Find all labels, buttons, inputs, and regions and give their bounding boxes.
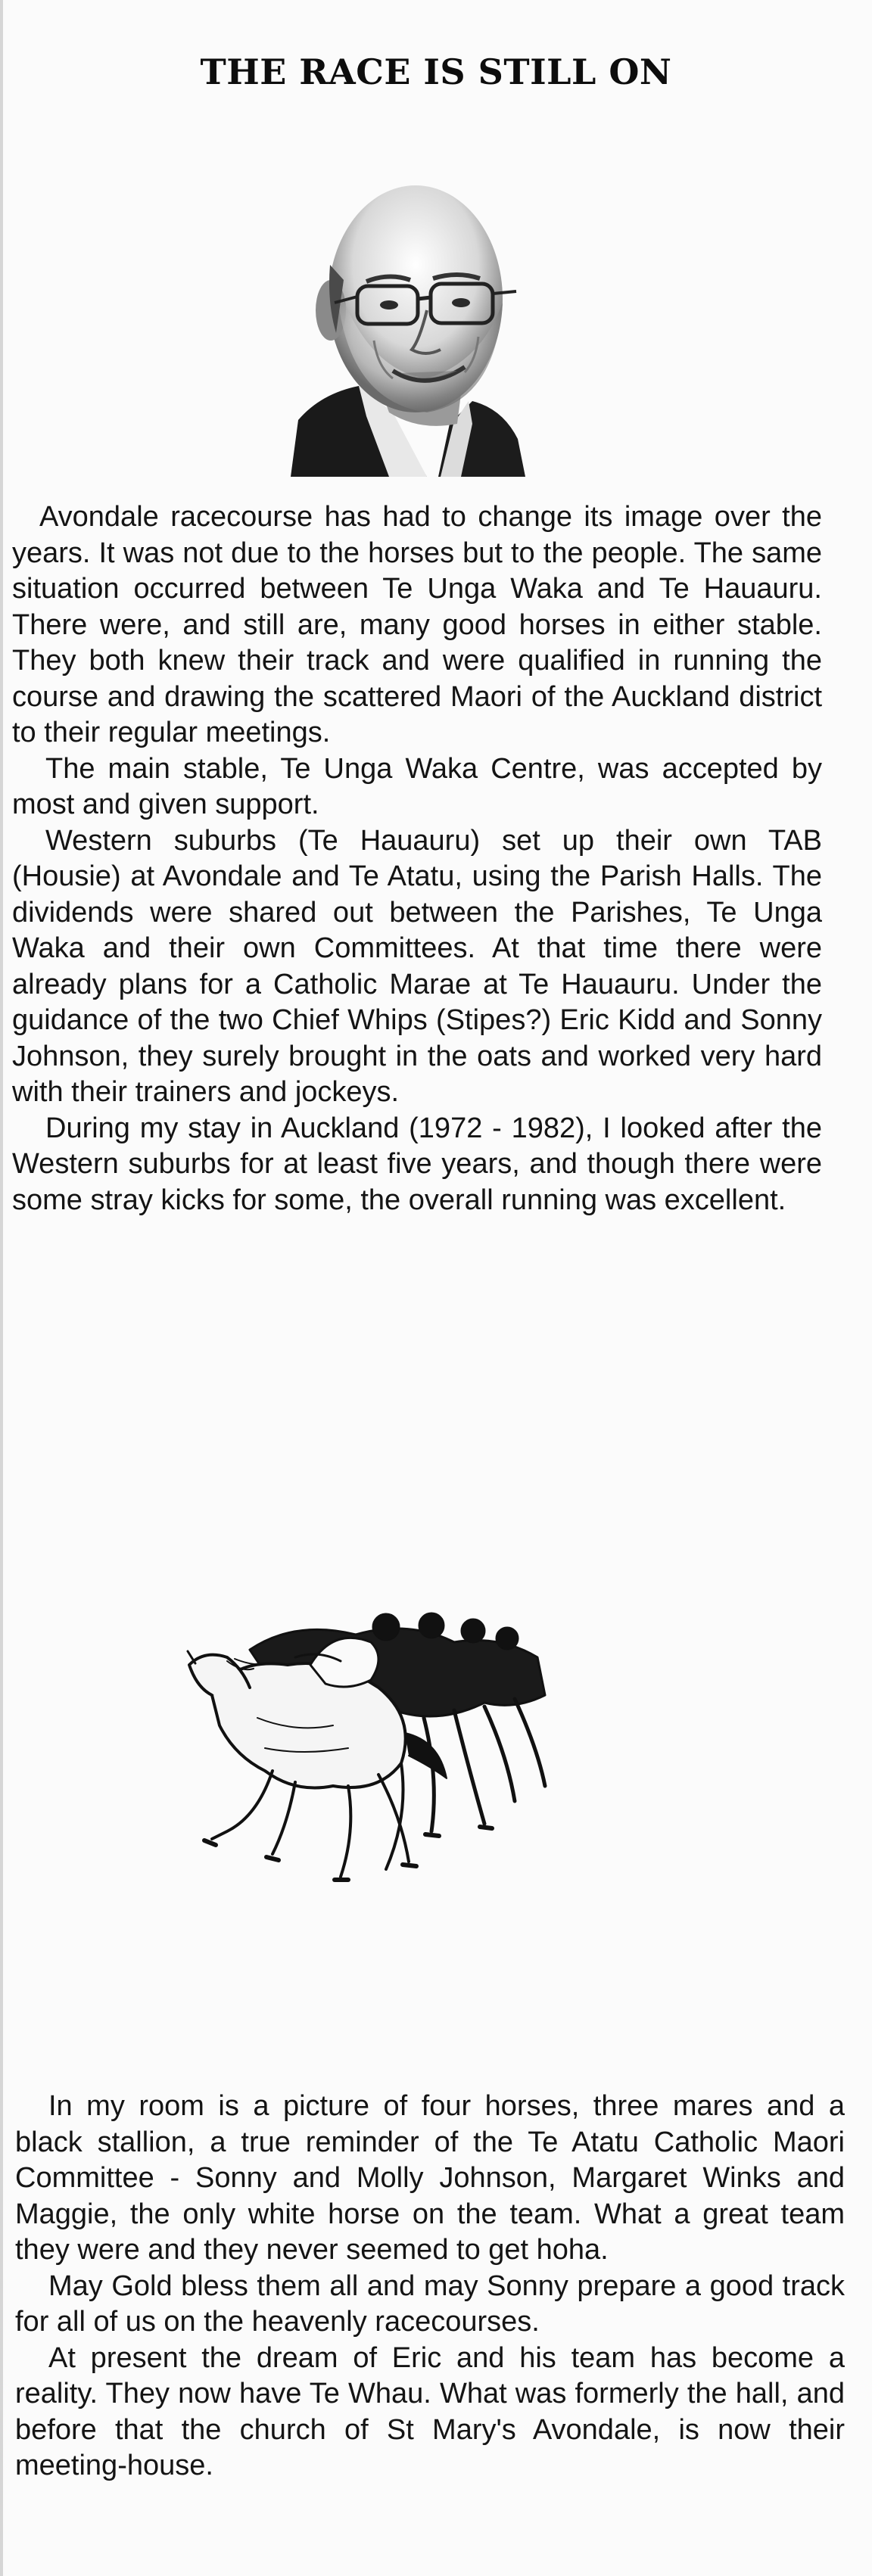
page-edge [0,0,3,2576]
article-title: THE RACE IS STILL ON [200,51,672,92]
paragraph: Western suburbs (Te Hauauru) set up their own TAB (Housie) at Avondale and Te Atatu, using the Parish Halls. The dividends were shared out between the Parishes, Te Unga Waka and their own Committees. At that time there were already plans for a Catholic Marae at Te Hauauru. Under the guidance of the two Chief Whips (Stipes?) Eric Kidd and Sonny Johnson, they surely brought in the oats and worked very hard with their trainers and jockeys. [12,824,822,1108]
article-body-top [12,499,822,1218]
article-body-bottom [15,2089,845,2484]
racing-horses-illustration [182,1604,575,1907]
paragraph: Avondale racecourse has had to change its image over the years. It was not due to the horses but to the people. The same situation occurred between Te Unga Waka and Te Hauauru. There were, and still are, many good horses in either stable. They both knew their track and were qualified in running the course and drawing the scattered Maori of the Auckland district to their regular meetings. [12,501,822,748]
paragraph: May Gold bless them all and may Sonny prepare a good track for all of us on the heavenly racecourses. [15,2270,845,2338]
paragraph: In my room is a picture of four horses, three mares and a black stallion, a true reminder of the Te Atatu Catholic Maori Committee - Sonny and Molly Johnson, Margaret Winks and Maggie, the only white horse on the team. What a great team they were and they never seemed to get hoha. [15,2090,845,2266]
paragraph: During my stay in Auckland (1972 - 1982), I looked after the Western suburbs for at least five years, and though there were some stray kicks for some, the overall running was excellent. [12,1112,822,1216]
portrait-photo [276,151,540,477]
paragraph: The main stable, Te Unga Waka Centre, was accepted by most and given support. [12,752,822,820]
paragraph: At present the dream of Eric and his team has become a reality. They now have Te Whau. What was formerly the hall, and before that the church of St Mary's Avondale, is now their meeting-house. [15,2341,845,2481]
